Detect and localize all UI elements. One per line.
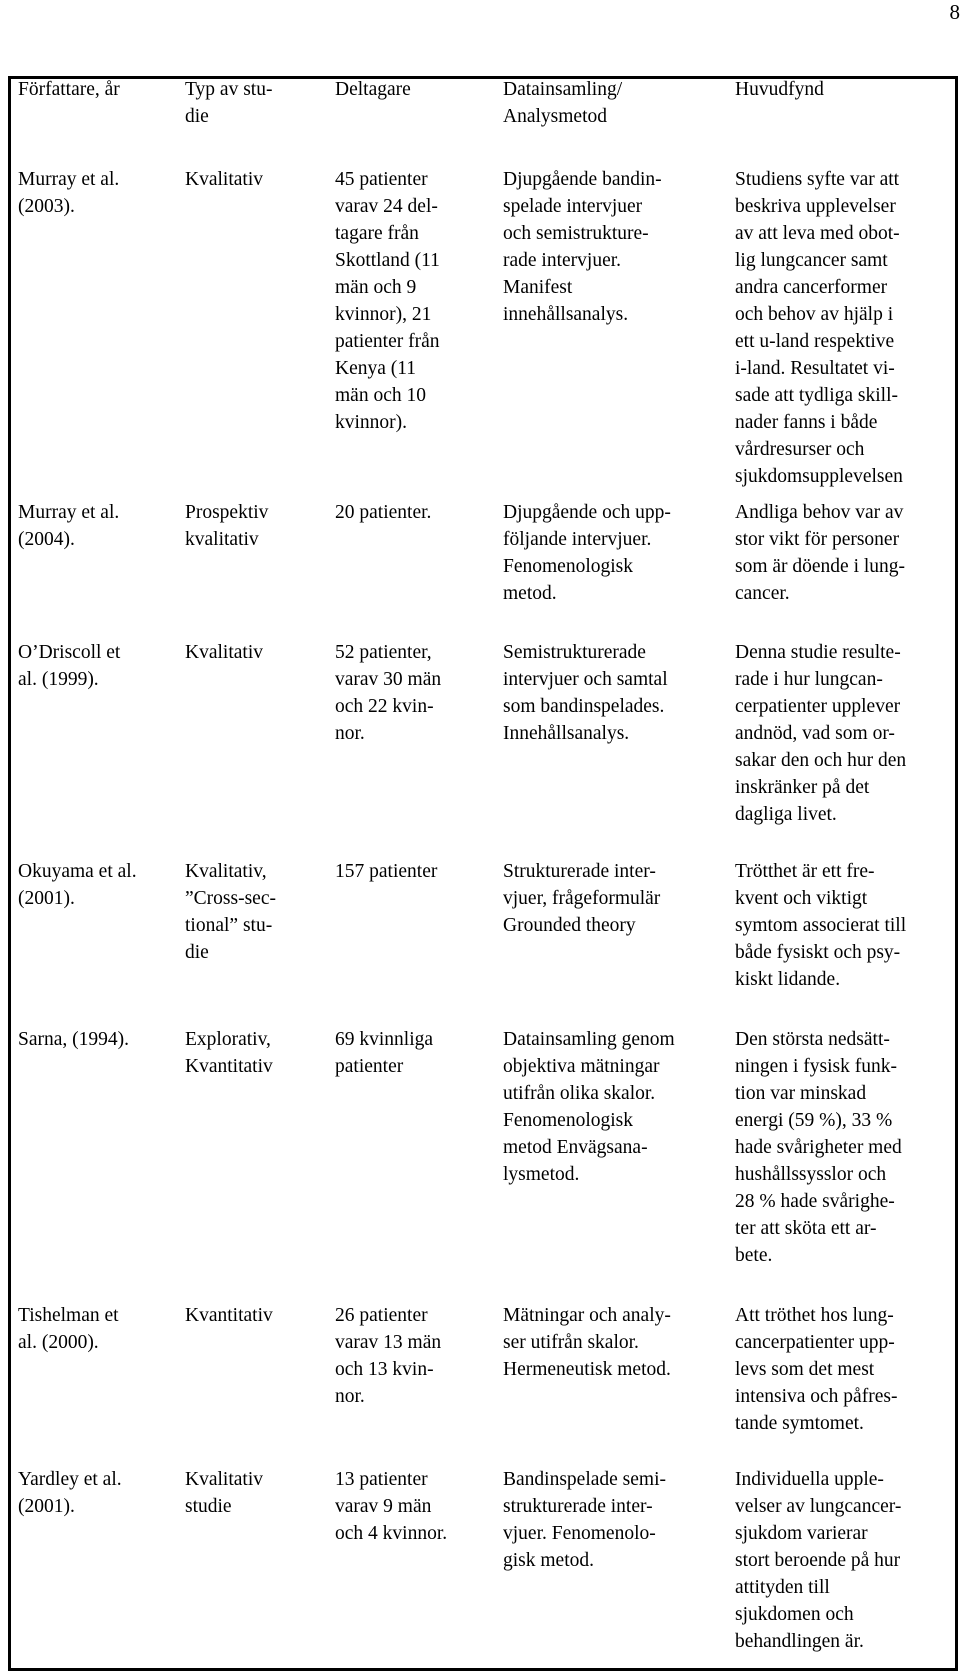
table-row xyxy=(8,858,958,1026)
row-participants: 52 patienter, varav 30 män och 22 kvin- nor. xyxy=(335,642,442,744)
table-row xyxy=(8,1466,958,1666)
header-author: Författare, år xyxy=(18,79,120,100)
row-method: Bandinspelade semi- strukturerade inter- vjuer. Fenomenolo- gisk metod. xyxy=(503,1469,666,1571)
row-method: Djupgående och upp- följande intervjuer. Fenomenologisk metod. xyxy=(503,502,671,604)
table-header-row xyxy=(8,76,958,166)
table-row xyxy=(8,639,958,858)
row-author: Murray et al. (2003). xyxy=(18,169,120,217)
row-method: Datainsamling genom objektiva mätningar utifrån olika skalor. Fenomenologisk metod Envägsana- lysmetod. xyxy=(503,1029,675,1185)
row-method: Djupgående bandin- spelade intervjuer och semistrukture- rade intervjuer. Manifest innehållsanalys. xyxy=(503,169,662,325)
row-findings: Andliga behov var av stor vikt för personer som är döende i lung- cancer. xyxy=(735,502,906,604)
header-method: Datainsamling/ Analysmetod xyxy=(503,79,623,127)
row-study-type: Kvalitativ, ”Cross-sec- tional” stu- die xyxy=(185,861,276,963)
table-row xyxy=(8,499,958,639)
row-author: Okuyama et al. (2001). xyxy=(18,861,137,909)
row-author: Yardley et al. (2001). xyxy=(18,1469,122,1517)
row-author: Murray et al. (2004). xyxy=(18,502,120,550)
table-row xyxy=(8,1302,958,1466)
row-study-type: Kvalitativ xyxy=(185,642,263,663)
row-findings: Individuella upple- velser av lungcancer- sjukdom varierar stort beroende på hur attityden till sjukdomen och behandlingen är. xyxy=(735,1469,902,1652)
row-findings: Den största nedsätt- ningen i fysisk funk- tion var minskad energi (59 %), 33 % hade svårigheter med hushållssysslor och 28 % hade svårighe- ter att sköta ett ar- bete. xyxy=(735,1029,902,1266)
row-author: Sarna, (1994). xyxy=(18,1029,130,1050)
row-study-type: Kvalitativ studie xyxy=(185,1469,263,1517)
row-participants: 20 patienter. xyxy=(335,502,432,523)
row-participants: 45 patienter varav 24 del- tagare från Skottland (11 män och 9 kvinnor), 21 patienter från Kenya (11 män och 10 kvinnor). xyxy=(335,169,440,433)
row-author: Tishelman et al. (2000). xyxy=(18,1305,119,1353)
row-findings: Studiens syfte var att beskriva upplevelser av att leva med obot- lig lungcancer samt andra cancerformer och behov av hjälp i ett u-land respektive i-land. Resultatet vi- sade att tydliga skill- nader fanns i både vårdresurser och sjukdomsupplevelsen xyxy=(735,169,903,487)
page-number: 8 xyxy=(949,0,960,24)
header-study-type: Typ av stu- die xyxy=(185,79,273,127)
row-findings: Att tröthet hos lung- cancerpatienter upp- levs som det mest intensiva och påfres- tande symtomet. xyxy=(735,1305,898,1434)
row-study-type: Kvalitativ xyxy=(185,169,263,190)
header-participants: Deltagare xyxy=(335,79,411,100)
row-author: O’Driscoll et al. (1999). xyxy=(18,642,121,690)
row-participants: 157 patienter xyxy=(335,861,438,882)
row-participants: 26 patienter varav 13 män och 13 kvin- nor. xyxy=(335,1305,442,1407)
literature-review-table xyxy=(8,76,958,1666)
row-participants: 69 kvinnliga patienter xyxy=(335,1029,434,1077)
row-participants: 13 patienter varav 9 män och 4 kvinnor. xyxy=(335,1469,448,1544)
table-row xyxy=(8,1026,958,1302)
table-row xyxy=(8,166,958,499)
row-findings: Trötthet är ett fre- kvent och viktigt symtom associerat till både fysiskt och psy- kiskt lidande. xyxy=(735,861,907,990)
row-study-type: Explorativ, Kvantitativ xyxy=(185,1029,273,1077)
row-findings: Denna studie resulte- rade i hur lungcan- cerpatienter upplever andnöd, vad som or- sakar den och hur den inskränker på det dagliga livet. xyxy=(735,642,907,825)
header-findings: Huvudfynd xyxy=(735,79,824,100)
row-method: Semistrukturerade intervjuer och samtal som bandinspelades. Innehållsanalys. xyxy=(503,642,668,744)
row-method: Strukturerade inter- vjuer, frågeformulär Grounded theory xyxy=(503,861,661,936)
row-study-type: Prospektiv kvalitativ xyxy=(185,502,269,550)
row-study-type: Kvantitativ xyxy=(185,1305,273,1326)
row-method: Mätningar och analy- ser utifrån skalor. Hermeneutisk metod. xyxy=(503,1305,671,1380)
